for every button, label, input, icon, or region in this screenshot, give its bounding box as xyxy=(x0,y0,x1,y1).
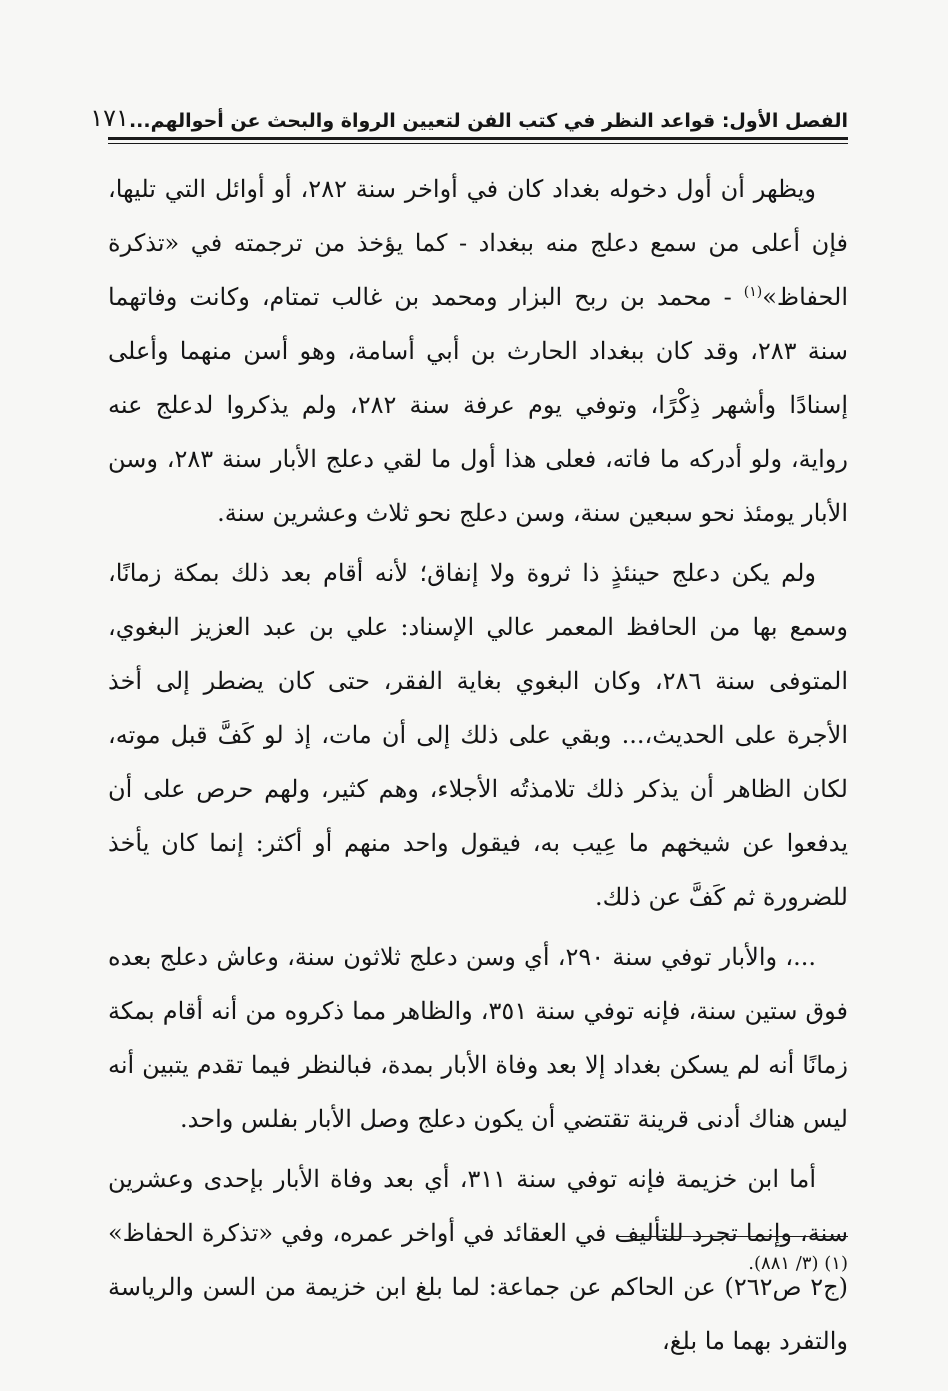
paragraph-3: ...، والأبار توفي سنة ٢٩٠، أي وسن دعلج ثلاثون سنة، وعاش دعلج بعده فوق ستين سنة، فإنه توفي سنة ٣٥١، والظاهر مما ذكروه من أنه أقام بمكة زمانًا أنه لم يسكن بغداد إلا بعد وفاة الأبار بمدة، فبالنظر فيما تقدم يتبين أنه ليس هناك أدنى قرينة تقتضي أن يكون دعلج وصل الأبار بفلس واحد. xyxy=(108,943,848,1133)
paragraph-4: أما ابن خزيمة فإنه توفي سنة ٣١١، أي بعد وفاة الأبار بإحدى وعشرين سنة، وإنما تجرد للتأليف في العقائد في أواخر عمره، وفي «تذكرة الحفاظ» (ج٢ ص٢٦٢) عن الحاكم عن جماعة: لما بلغ ابن خزيمة من السن والرياسة والتفرد بهما ما بلغ، xyxy=(108,1165,848,1355)
paragraph-2: ولم يكن دعلج حينئذٍ ذا ثروة ولا إنفاق؛ لأنه أقام بعد ذلك بمكة زمانًا، وسمع بها من الحافظ المعمر عالي الإسناد: علي بن عبد العزيز البغوي، المتوفى سنة ٢٨٦، وكان البغوي بغاية الفقر، حتى كان يضطر إلى أخذ الأجرة على الحديث،... وبقي على ذلك إلى أن مات، إذ لو كَفَّ قبل موته، لكان الظاهر أن يذكر ذلك تلامذتُه الأجلاء، وهم كثير، ولهم حرص على أن يدفعوا عن شيخهم ما عِيب به، فيقول واحد منهم أو أكثر: إنما كان يأخذ للضرورة ثم كَفَّ عن ذلك. xyxy=(108,559,848,911)
paragraph-1 xyxy=(108,162,848,540)
paragraph-1-text-b: - محمد بن ربح البزار ومحمد بن غالب تمتام، وكانت وفاتهما سنة ٢٨٣، وقد كان ببغداد الحارث بن أبي أسامة، وهو أسن منهما وأعلى إسنادًا وأشهر ذِكْرًا، وتوفي يوم عرفة سنة ٢٨٢، ولم يذكروا لدعلج عنه رواية، ولو أدركه ما فاته، فعلى هذا أول ما لقي دعلج الأبار سنة ٢٨٣، وسن الأبار يومئذ نحو سبعين سنة، وسن دعلج نحو ثلاث وعشرين سنة. xyxy=(108,283,849,527)
header-rule-thin xyxy=(108,143,848,144)
chapter-title: الفصل الأول: قواعد النظر في كتب الفن لتعيين الرواة والبحث عن أحوالهم... xyxy=(128,110,848,132)
paragraph-1-text-a: ويظهر أن أول دخوله بغداد كان في أواخر سنة ٢٨٢، أو أوائل التي تليها، فإن أعلى من سمع دعلج منه ببغداد - كما يؤخذ من ترجمته في «تذكرة الحفاظ» xyxy=(108,175,848,311)
page-number: ١٧١ xyxy=(90,104,129,132)
footnote-separator xyxy=(618,1236,848,1237)
body-text xyxy=(108,162,848,1374)
header-rule-thick xyxy=(108,137,848,140)
footnote-reference: (١) xyxy=(743,284,763,300)
footnote: (١) (٣/ ٨٨١). xyxy=(748,1253,848,1274)
running-header xyxy=(90,92,848,132)
